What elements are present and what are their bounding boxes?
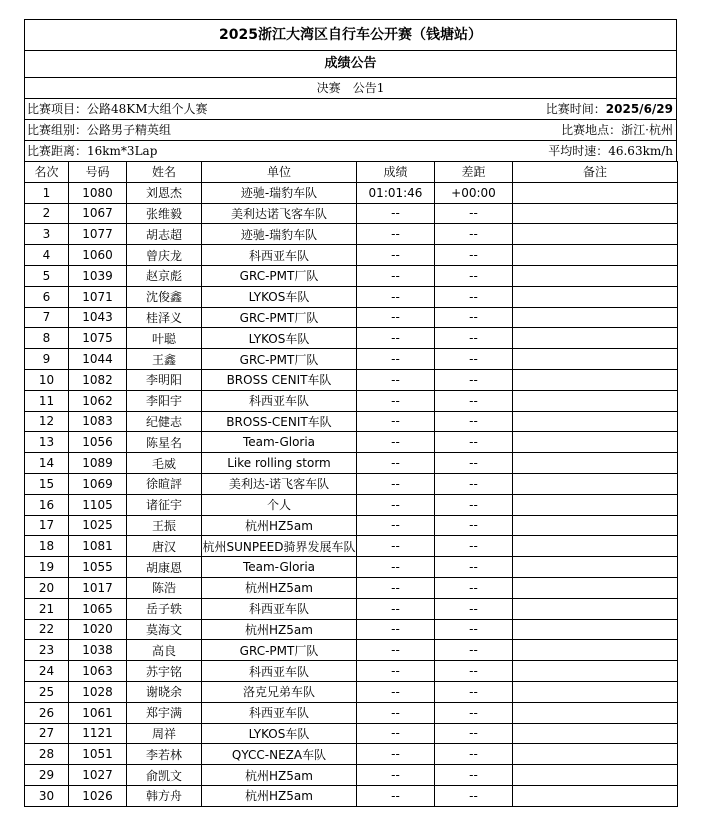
rank-cell: 17 [25, 515, 69, 536]
column-header-name: 姓名 [127, 162, 202, 183]
team-cell: 美利达-诺飞客车队 [202, 473, 357, 494]
table-row [25, 723, 678, 744]
name-cell: 毛威 [127, 453, 202, 474]
gap-cell: -- [435, 369, 513, 390]
note-cell [513, 557, 678, 578]
gap-cell: -- [435, 515, 513, 536]
group-value: 公路男子精英组 [87, 123, 172, 137]
result-cell: -- [357, 432, 435, 453]
team-cell: GRC-PMT厂队 [202, 349, 357, 370]
bib-cell: 1077 [69, 224, 127, 245]
table-row [25, 785, 678, 806]
table-row [25, 765, 678, 786]
name-cell: 赵京彪 [127, 265, 202, 286]
team-cell: 科西亚车队 [202, 661, 357, 682]
note-cell [513, 744, 678, 765]
result-cell: -- [357, 494, 435, 515]
bib-cell: 1069 [69, 473, 127, 494]
rank-cell: 23 [25, 640, 69, 661]
table-row [25, 515, 678, 536]
gap-cell: -- [435, 619, 513, 640]
bib-cell: 1067 [69, 203, 127, 224]
result-cell: 01:01:46 [357, 182, 435, 203]
bib-cell: 1038 [69, 640, 127, 661]
speed-label: 平均时速： [548, 144, 609, 158]
result-cell: -- [357, 723, 435, 744]
result-cell: -- [357, 245, 435, 266]
result-cell: -- [357, 557, 435, 578]
info-row-distance [24, 140, 677, 161]
bib-cell: 1039 [69, 265, 127, 286]
time-label: 比赛时间： [545, 102, 606, 116]
rank-cell: 4 [25, 245, 69, 266]
team-cell: 杭州HZ5am [202, 619, 357, 640]
note-cell [513, 432, 678, 453]
gap-cell: -- [435, 307, 513, 328]
rank-cell: 2 [25, 203, 69, 224]
team-cell: Like rolling storm [202, 453, 357, 474]
result-cell: -- [357, 411, 435, 432]
bib-cell: 1020 [69, 619, 127, 640]
result-cell: -- [357, 536, 435, 557]
result-cell: -- [357, 744, 435, 765]
note-cell [513, 577, 678, 598]
event-value: 公路48KM大组个人赛 [87, 102, 208, 116]
rank-cell: 30 [25, 785, 69, 806]
bib-cell: 1063 [69, 661, 127, 682]
result-cell: -- [357, 453, 435, 474]
place-value: 浙江·杭州 [621, 123, 673, 137]
bib-cell: 1075 [69, 328, 127, 349]
note-cell [513, 723, 678, 744]
result-cell: -- [357, 349, 435, 370]
note-cell [513, 265, 678, 286]
distance-label: 比赛距离： [27, 144, 88, 158]
note-cell [513, 702, 678, 723]
team-cell: 杭州HZ5am [202, 765, 357, 786]
table-row [25, 681, 678, 702]
name-cell: 李明阳 [127, 369, 202, 390]
gap-cell: -- [435, 349, 513, 370]
rank-cell: 24 [25, 661, 69, 682]
table-row [25, 557, 678, 578]
rank-cell: 15 [25, 473, 69, 494]
note-cell [513, 473, 678, 494]
gap-cell: -- [435, 245, 513, 266]
note-cell [513, 245, 678, 266]
page-title: 2025浙江大湾区自行车公开赛（钱塘站） [24, 19, 677, 50]
note-cell [513, 369, 678, 390]
table-row [25, 328, 678, 349]
bib-cell: 1027 [69, 765, 127, 786]
note-cell [513, 182, 678, 203]
rank-cell: 20 [25, 577, 69, 598]
result-cell: -- [357, 328, 435, 349]
gap-cell: -- [435, 785, 513, 806]
rank-cell: 5 [25, 265, 69, 286]
results-sheet [24, 19, 677, 807]
gap-cell: -- [435, 473, 513, 494]
rank-cell: 21 [25, 598, 69, 619]
result-cell: -- [357, 224, 435, 245]
result-cell: -- [357, 640, 435, 661]
name-cell: 徐暄評 [127, 473, 202, 494]
team-cell: 科西亚车队 [202, 598, 357, 619]
announcement-title: 成绩公告 [24, 50, 677, 77]
table-row [25, 411, 678, 432]
bib-cell: 1105 [69, 494, 127, 515]
table-row [25, 473, 678, 494]
team-cell: 杭州SUNPEED骑界发展车队 [202, 536, 357, 557]
note-cell [513, 765, 678, 786]
bib-cell: 1028 [69, 681, 127, 702]
rank-cell: 14 [25, 453, 69, 474]
note-cell [513, 785, 678, 806]
team-cell: 科西亚车队 [202, 245, 357, 266]
name-cell: 曾庆龙 [127, 245, 202, 266]
info-row-event [24, 98, 677, 119]
table-row [25, 286, 678, 307]
result-cell: -- [357, 702, 435, 723]
rank-cell: 19 [25, 557, 69, 578]
name-cell: 俞凯文 [127, 765, 202, 786]
gap-cell: -- [435, 640, 513, 661]
result-cell: -- [357, 265, 435, 286]
note-cell [513, 640, 678, 661]
speed-value: 46.63km/h [608, 144, 673, 158]
team-cell: 杭州HZ5am [202, 785, 357, 806]
table-header-row [25, 162, 678, 183]
bulletin-label: 公告1 [352, 81, 385, 95]
table-row [25, 224, 678, 245]
note-cell [513, 681, 678, 702]
name-cell: 张维毅 [127, 203, 202, 224]
event-label: 比赛项目： [27, 102, 88, 116]
table-row [25, 307, 678, 328]
team-cell: GRC-PMT厂队 [202, 307, 357, 328]
team-cell: 科西亚车队 [202, 702, 357, 723]
result-cell: -- [357, 473, 435, 494]
group-label: 比赛组别： [27, 123, 88, 137]
rank-cell: 13 [25, 432, 69, 453]
gap-cell: -- [435, 536, 513, 557]
name-cell: 桂泽义 [127, 307, 202, 328]
bib-cell: 1056 [69, 432, 127, 453]
team-cell: 迹驰-瑞豹车队 [202, 182, 357, 203]
bib-cell: 1081 [69, 536, 127, 557]
note-cell [513, 203, 678, 224]
gap-cell: -- [435, 286, 513, 307]
rank-cell: 29 [25, 765, 69, 786]
gap-cell: -- [435, 224, 513, 245]
result-cell: -- [357, 661, 435, 682]
result-cell: -- [357, 203, 435, 224]
place-label: 比赛地点： [561, 123, 622, 137]
rank-cell: 27 [25, 723, 69, 744]
rank-cell: 11 [25, 390, 69, 411]
column-header-bib: 号码 [69, 162, 127, 183]
gap-cell: -- [435, 681, 513, 702]
bib-cell: 1083 [69, 411, 127, 432]
gap-cell: -- [435, 328, 513, 349]
team-cell: LYKOS车队 [202, 328, 357, 349]
result-cell: -- [357, 286, 435, 307]
bib-cell: 1055 [69, 557, 127, 578]
name-cell: 岳子轶 [127, 598, 202, 619]
result-cell: -- [357, 577, 435, 598]
results-table [24, 161, 678, 807]
bib-cell: 1061 [69, 702, 127, 723]
table-row [25, 369, 678, 390]
team-cell: GRC-PMT厂队 [202, 640, 357, 661]
note-cell [513, 286, 678, 307]
note-cell [513, 453, 678, 474]
team-cell: BROSS-CENIT车队 [202, 411, 357, 432]
rank-cell: 28 [25, 744, 69, 765]
note-cell [513, 411, 678, 432]
rank-cell: 6 [25, 286, 69, 307]
team-cell: GRC-PMT厂队 [202, 265, 357, 286]
name-cell: 沈俊鑫 [127, 286, 202, 307]
distance-value: 16km*3Lap [87, 144, 158, 158]
team-cell: 个人 [202, 494, 357, 515]
rank-cell: 8 [25, 328, 69, 349]
name-cell: 王振 [127, 515, 202, 536]
rank-cell: 12 [25, 411, 69, 432]
table-body [25, 182, 678, 806]
result-cell: -- [357, 515, 435, 536]
note-cell [513, 307, 678, 328]
rank-cell: 26 [25, 702, 69, 723]
gap-cell: -- [435, 598, 513, 619]
rank-cell: 9 [25, 349, 69, 370]
table-row [25, 598, 678, 619]
gap-cell: -- [435, 661, 513, 682]
result-cell: -- [357, 598, 435, 619]
bib-cell: 1043 [69, 307, 127, 328]
table-row [25, 744, 678, 765]
team-cell: 杭州HZ5am [202, 515, 357, 536]
rank-cell: 1 [25, 182, 69, 203]
team-cell: Team-Gloria [202, 557, 357, 578]
rank-cell: 16 [25, 494, 69, 515]
team-cell: LYKOS车队 [202, 723, 357, 744]
note-cell [513, 349, 678, 370]
team-cell: 杭州HZ5am [202, 577, 357, 598]
rank-cell: 10 [25, 369, 69, 390]
note-cell [513, 515, 678, 536]
gap-cell: +00:00 [435, 182, 513, 203]
name-cell: 周祥 [127, 723, 202, 744]
name-cell: 胡康恩 [127, 557, 202, 578]
bib-cell: 1062 [69, 390, 127, 411]
table-row [25, 577, 678, 598]
team-cell: Team-Gloria [202, 432, 357, 453]
note-cell [513, 224, 678, 245]
result-cell: -- [357, 785, 435, 806]
name-cell: 刘恩杰 [127, 182, 202, 203]
bib-cell: 1071 [69, 286, 127, 307]
team-cell: 迹驰-瑞豹车队 [202, 224, 357, 245]
table-row [25, 702, 678, 723]
rank-cell: 22 [25, 619, 69, 640]
rank-cell: 18 [25, 536, 69, 557]
team-cell: BROSS CENIT车队 [202, 369, 357, 390]
bib-cell: 1065 [69, 598, 127, 619]
name-cell: 陈浩 [127, 577, 202, 598]
name-cell: 胡志超 [127, 224, 202, 245]
bib-cell: 1044 [69, 349, 127, 370]
rank-cell: 7 [25, 307, 69, 328]
name-cell: 诸征宇 [127, 494, 202, 515]
name-cell: 高良 [127, 640, 202, 661]
gap-cell: -- [435, 702, 513, 723]
note-cell [513, 536, 678, 557]
bib-cell: 1017 [69, 577, 127, 598]
name-cell: 韩方舟 [127, 785, 202, 806]
time-value: 2025/6/29 [605, 102, 673, 116]
table-row [25, 494, 678, 515]
name-cell: 李阳宇 [127, 390, 202, 411]
rank-cell: 25 [25, 681, 69, 702]
table-row [25, 640, 678, 661]
table-row [25, 453, 678, 474]
team-cell: 洛克兄弟车队 [202, 681, 357, 702]
name-cell: 叶聪 [127, 328, 202, 349]
bib-cell: 1082 [69, 369, 127, 390]
column-header-gap: 差距 [435, 162, 513, 183]
name-cell: 莫海文 [127, 619, 202, 640]
name-cell: 王鑫 [127, 349, 202, 370]
gap-cell: -- [435, 577, 513, 598]
team-cell: LYKOS车队 [202, 286, 357, 307]
column-header-note: 备注 [513, 162, 678, 183]
name-cell: 谢晓余 [127, 681, 202, 702]
column-header-rank: 名次 [25, 162, 69, 183]
column-header-result: 成绩 [357, 162, 435, 183]
name-cell: 郑宇满 [127, 702, 202, 723]
table-row [25, 661, 678, 682]
gap-cell: -- [435, 744, 513, 765]
gap-cell: -- [435, 432, 513, 453]
gap-cell: -- [435, 557, 513, 578]
bib-cell: 1089 [69, 453, 127, 474]
team-cell: 科西亚车队 [202, 390, 357, 411]
name-cell: 陈星名 [127, 432, 202, 453]
name-cell: 唐汉 [127, 536, 202, 557]
bib-cell: 1080 [69, 182, 127, 203]
gap-cell: -- [435, 203, 513, 224]
result-cell: -- [357, 307, 435, 328]
result-cell: -- [357, 681, 435, 702]
table-row [25, 390, 678, 411]
name-cell: 苏宇铭 [127, 661, 202, 682]
column-header-team: 单位 [202, 162, 357, 183]
table-row [25, 432, 678, 453]
note-cell [513, 328, 678, 349]
note-cell [513, 494, 678, 515]
table-row [25, 265, 678, 286]
table-row [25, 619, 678, 640]
bib-cell: 1025 [69, 515, 127, 536]
bib-cell: 1051 [69, 744, 127, 765]
info-row-group [24, 119, 677, 140]
name-cell: 李若林 [127, 744, 202, 765]
round-line [24, 77, 677, 98]
gap-cell: -- [435, 453, 513, 474]
table-row [25, 349, 678, 370]
team-cell: 美利达诺飞客车队 [202, 203, 357, 224]
gap-cell: -- [435, 390, 513, 411]
note-cell [513, 661, 678, 682]
gap-cell: -- [435, 765, 513, 786]
gap-cell: -- [435, 723, 513, 744]
name-cell: 纪健志 [127, 411, 202, 432]
gap-cell: -- [435, 411, 513, 432]
table-row [25, 182, 678, 203]
note-cell [513, 598, 678, 619]
table-row [25, 203, 678, 224]
note-cell [513, 390, 678, 411]
table-row [25, 245, 678, 266]
rank-cell: 3 [25, 224, 69, 245]
gap-cell: -- [435, 265, 513, 286]
result-cell: -- [357, 369, 435, 390]
team-cell: QYCC-NEZA车队 [202, 744, 357, 765]
result-cell: -- [357, 390, 435, 411]
note-cell [513, 619, 678, 640]
result-cell: -- [357, 619, 435, 640]
bib-cell: 1121 [69, 723, 127, 744]
gap-cell: -- [435, 494, 513, 515]
round-label: 决赛 [316, 81, 341, 95]
bib-cell: 1060 [69, 245, 127, 266]
result-cell: -- [357, 765, 435, 786]
bib-cell: 1026 [69, 785, 127, 806]
table-row [25, 536, 678, 557]
